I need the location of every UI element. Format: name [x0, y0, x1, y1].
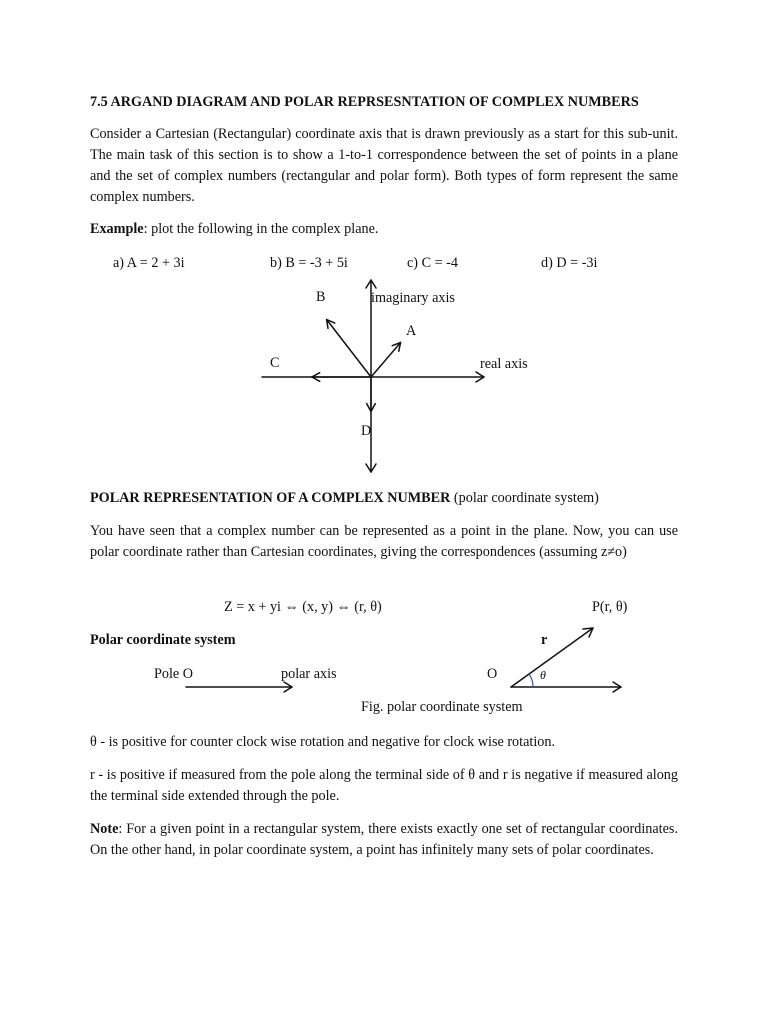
r-note: r - is positive if measured from the pole along the terminal side of θ and r is negative if measured along the terminal side extended through the pole.: [90, 767, 678, 804]
polar-system-heading: Polar coordinate system: [90, 632, 236, 648]
pole-label: Pole O: [154, 666, 194, 682]
polar-figure-caption: Fig. polar coordinate system: [361, 699, 523, 715]
point-p-label: P(r, θ): [592, 599, 628, 615]
theta-note: θ - is positive for counter clock wise rotation and negative for clock wise rotation.: [90, 734, 555, 750]
correspondence-equation: Z = x + yi ⇔ (x, y) ⇔ (r, θ): [224, 599, 382, 615]
r-label: r: [541, 632, 548, 648]
section-heading: 7.5 ARGAND DIAGRAM AND POLAR REPRSESNTATION OF COMPLEX NUMBERS: [90, 94, 639, 110]
polar-heading-rest: (polar coordinate system): [450, 490, 599, 506]
real-axis-label: real axis: [480, 356, 528, 372]
theta-arc: [529, 674, 533, 687]
theta-label: θ: [540, 668, 546, 682]
note-paragraph: [90, 819, 678, 861]
origin-label: O: [487, 666, 498, 682]
example-item-a: a) A = 2 + 3i: [113, 255, 185, 271]
point-label-b: B: [316, 289, 326, 305]
note-text: : For a given point in a rectangular system, there exists exactly one set of rectangular coordinates. On the other hand, in polar coordinate system, a point has infinitely many sets of polar coordinates.: [90, 821, 678, 858]
example-item-c: c) C = -4: [407, 255, 458, 271]
example-text: : plot the following in the complex plane.: [143, 221, 379, 237]
terminal-ray: [511, 628, 593, 687]
polar-heading-bold: POLAR REPRESENTATION OF A COMPLEX NUMBER: [90, 490, 451, 506]
point-label-c: C: [270, 355, 280, 371]
intro-paragraph: Consider a Cartesian (Rectangular) coordinate axis that is drawn previously as a start for this sub-unit. The main task of this section is to show a 1-to-1 correspondence between the set of points in a plane and the set of complex numbers (rectangular and polar form). Both types of form represent the same complex numbers.: [90, 126, 678, 205]
example-item-b: b) B = -3 + 5i: [270, 255, 348, 271]
polar-axis-label: polar axis: [281, 666, 337, 682]
note-label: Note: [90, 821, 119, 837]
example-item-d: d) D = -3i: [541, 255, 598, 271]
example-label: Example: [90, 221, 144, 237]
polar-intro-paragraph: You have seen that a complex number can be represented as a point in the plane. Now, you can use polar coordinate rather than Cartesian coordinates, giving the correspondences (assuming z≠o): [90, 523, 678, 560]
point-label-d: D: [361, 423, 372, 439]
point-label-a: A: [406, 323, 417, 339]
imaginary-axis-label: imaginary axis: [371, 290, 455, 306]
